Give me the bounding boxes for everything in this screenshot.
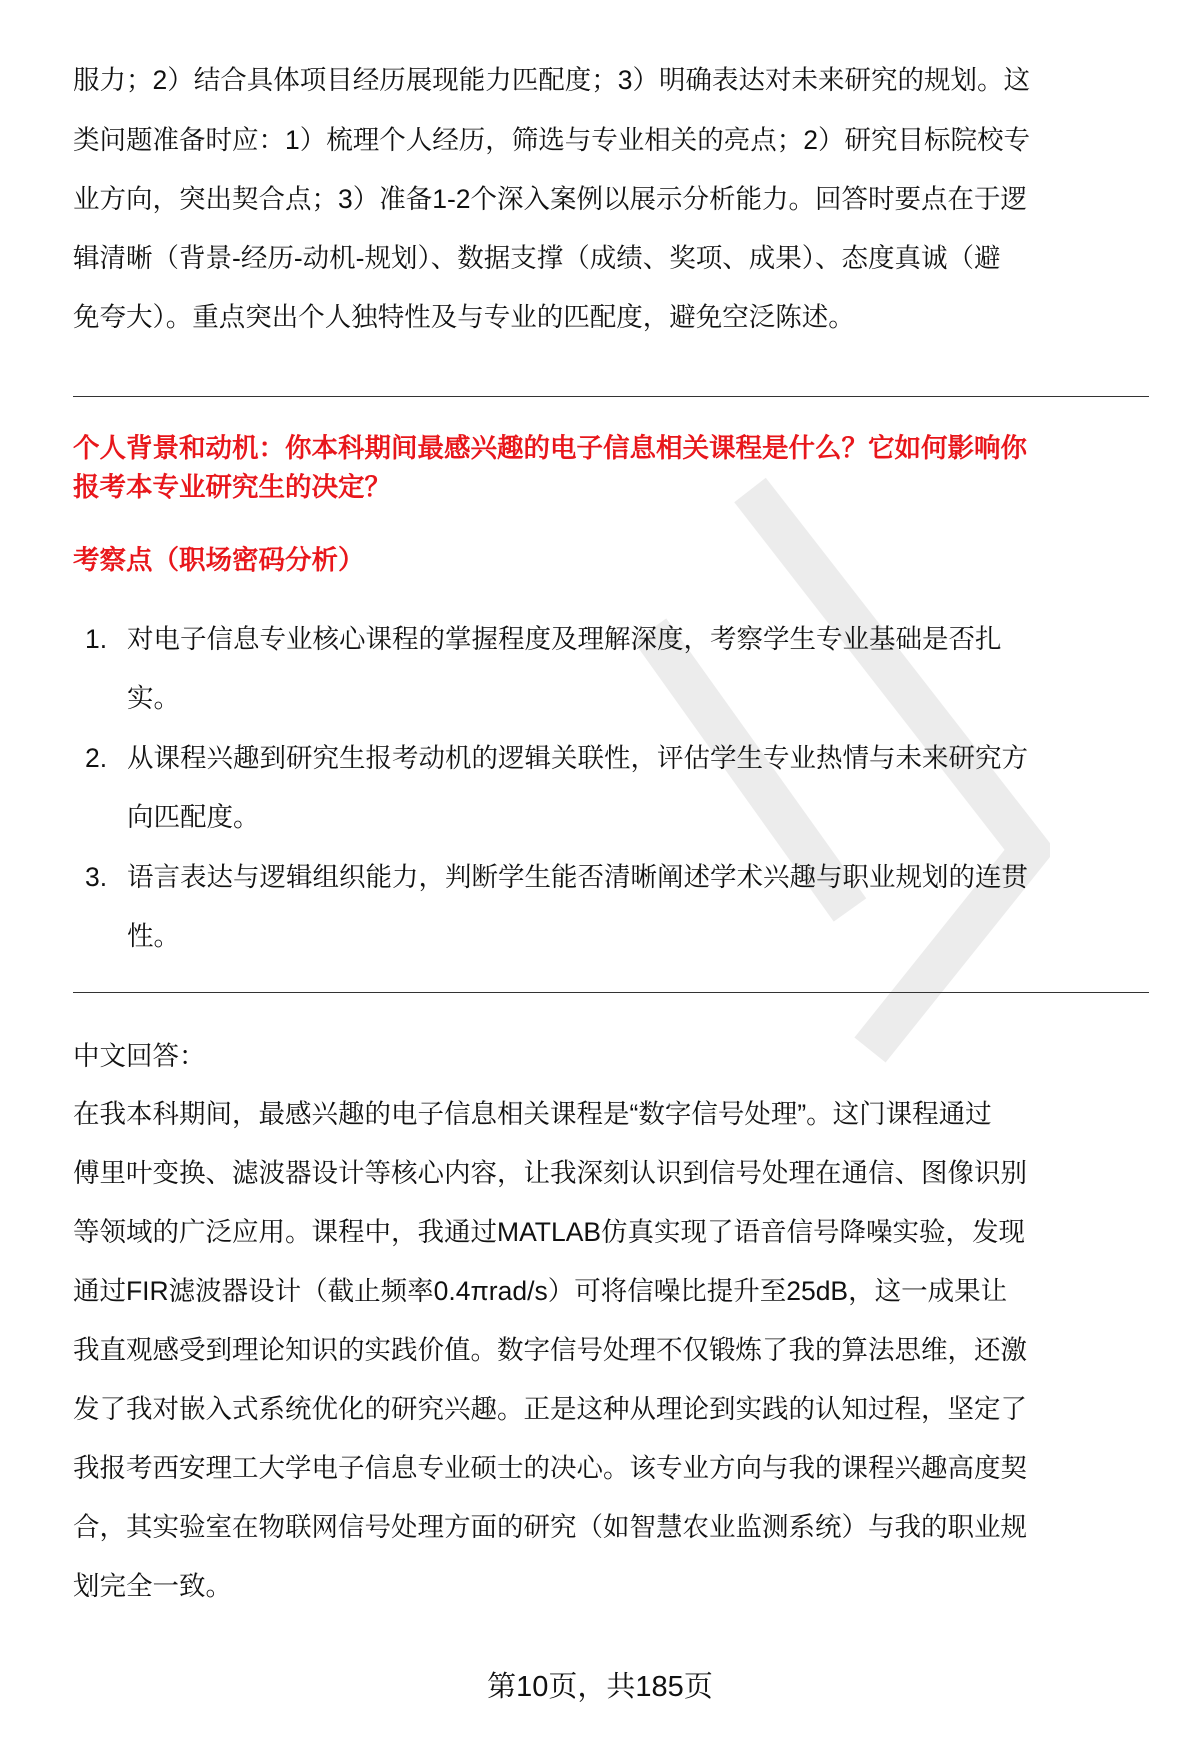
- list-item: 实。: [127, 683, 180, 713]
- answer-line: 发了我对嵌入式系统优化的研究兴趣。正是这种从理论到实践的认知过程，坚定了: [73, 1394, 1027, 1424]
- list-item: 性。: [127, 921, 180, 951]
- answer-label: 中文回答：: [73, 1041, 206, 1071]
- answer-line: 划完全一致。: [73, 1571, 232, 1601]
- list-number: 1.: [85, 624, 108, 654]
- answer-line: 合，其实验室在物联网信号处理方面的研究（如智慧农业监测系统）与我的职业规: [73, 1512, 1027, 1542]
- answer-line: 我直观感受到理论知识的实践价值。数字信号处理不仅锻炼了我的算法思维，还激: [73, 1335, 1027, 1365]
- question-line: 个人背景和动机：你本科期间最感兴趣的电子信息相关课程是什么？它如何影响你: [73, 433, 1027, 463]
- question-line: 报考本专业研究生的决定？: [73, 472, 391, 502]
- intro-line: 服力；2）结合具体项目经历展现能力匹配度；3）明确表达对未来研究的规划。这: [73, 65, 1030, 95]
- page-number: 第10页，共185页: [487, 1671, 713, 1703]
- intro-line: 业方向，突出契合点；3）准备1-2个深入案例以展示分析能力。回答时要点在于逻: [73, 184, 1028, 214]
- answer-line: 等领域的广泛应用。课程中，我通过MATLAB仿真实现了语音信号降噪实验，发现: [73, 1217, 1026, 1247]
- intro-line: 免夸大）。重点突出个人独特性及与专业的匹配度，避免空泛陈述。: [73, 302, 855, 332]
- list-item: 向匹配度。: [127, 802, 260, 832]
- list-item: 语言表达与逻辑组织能力，判断学生能否清晰阐述学术兴趣与职业规划的连贯: [127, 862, 1028, 892]
- list-item: 从课程兴趣到研究生报考动机的逻辑关联性，评估学生专业热情与未来研究方: [127, 743, 1028, 773]
- answer-line: 傅里叶变换、滤波器设计等核心内容，让我深刻认识到信号处理在通信、图像识别: [73, 1158, 1027, 1188]
- intro-line: 类问题准备时应：1）梳理个人经历，筛选与专业相关的亮点；2）研究目标院校专: [73, 125, 1030, 155]
- list-item: 对电子信息专业核心课程的掌握程度及理解深度，考察学生专业基础是否扎: [127, 624, 1002, 654]
- intro-line: 辑清晰（背景-经历-动机-规划）、数据支撑（成绩、奖项、成果）、态度真诚（避: [73, 243, 1001, 273]
- answer-line: 通过FIR滤波器设计（截止频率0.4πrad/s）可将信噪比提升至25dB，这一成果让: [73, 1276, 1008, 1306]
- divider: [73, 992, 1149, 993]
- answer-line: 在我本科期间，最感兴趣的电子信息相关课程是“数字信号处理”。这门课程通过: [73, 1099, 992, 1129]
- answer-line: 我报考西安理工大学电子信息专业硕士的决心。该专业方向与我的课程兴趣高度契: [73, 1453, 1027, 1483]
- list-number: 3.: [85, 862, 108, 892]
- divider: [73, 396, 1149, 397]
- points-heading: 考察点（职场密码分析）: [73, 545, 365, 575]
- list-number: 2.: [85, 743, 108, 773]
